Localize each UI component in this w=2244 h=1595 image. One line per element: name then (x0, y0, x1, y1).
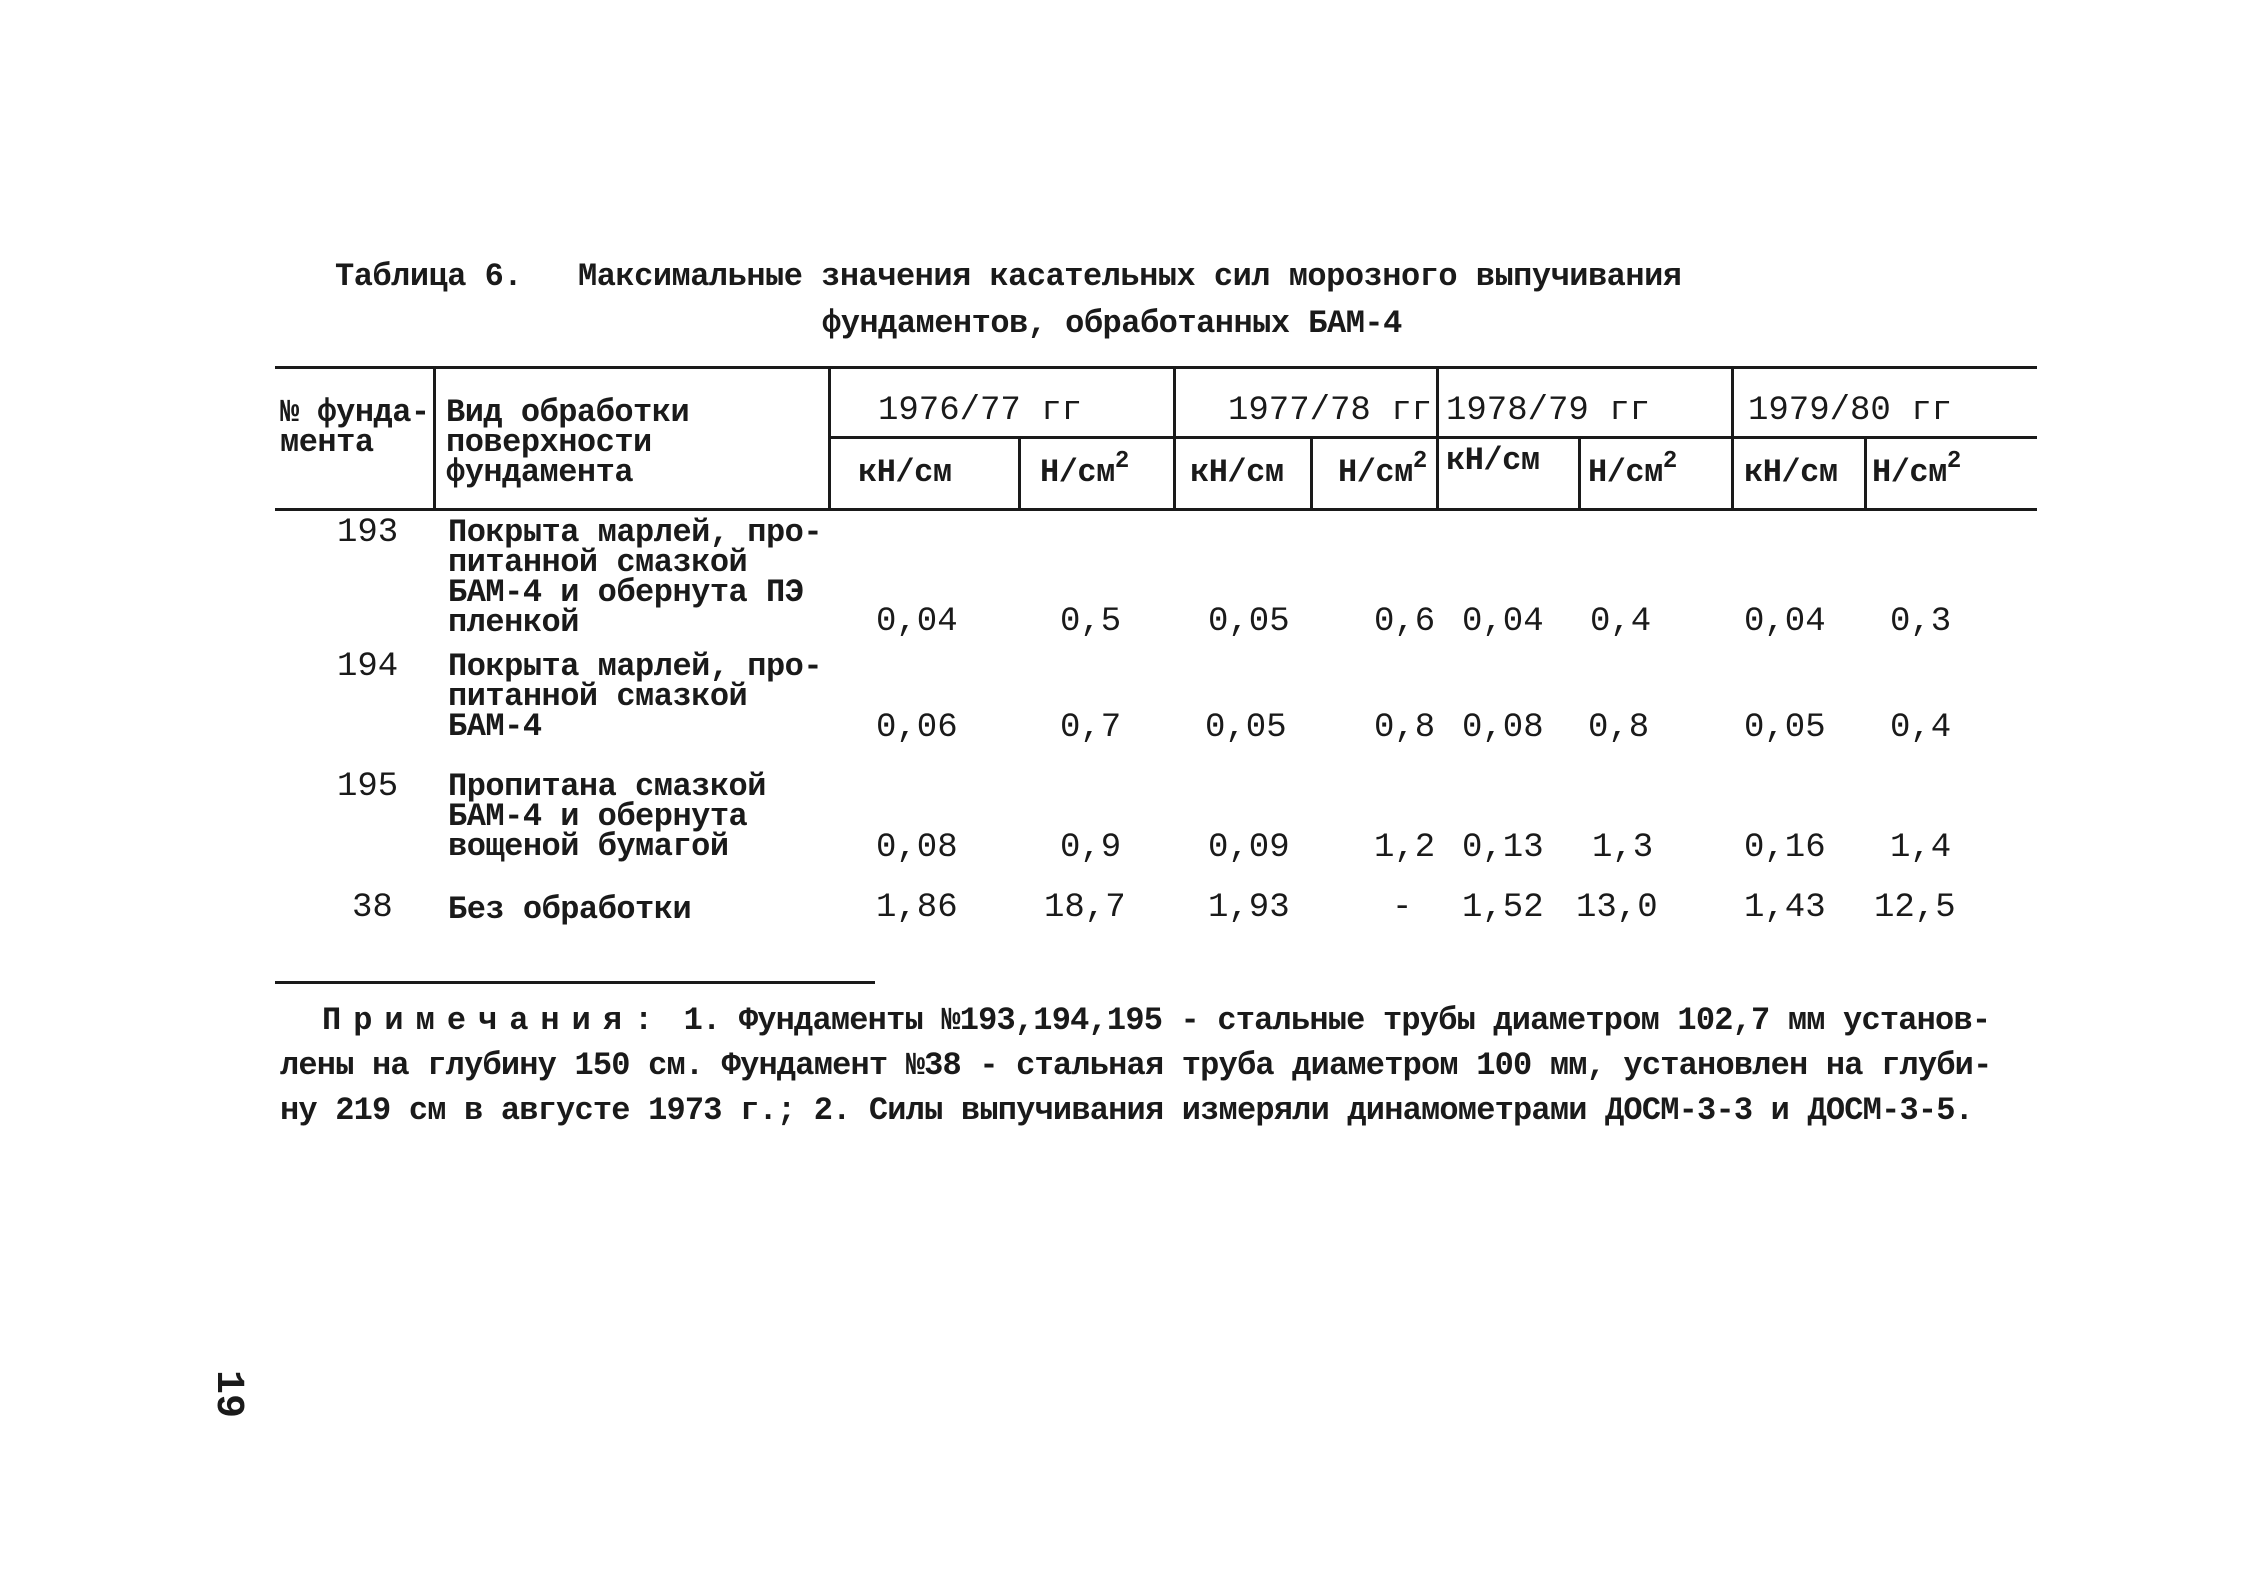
unit-n-cm2-4: $Н/см^2$ (1872, 448, 1961, 491)
period-header-rule (828, 436, 2037, 439)
unit-n-cm2-2: $Н/см^2$ (1338, 448, 1427, 491)
row-195-value: 0,08 (876, 829, 958, 867)
unit-n-cm2-3: $Н/см^2$ (1588, 448, 1677, 491)
row-38-value: 1,86 (876, 889, 958, 927)
row-193-treatment: Покрыта марлей, про- питанной смазкой БАМ-4 и обернута ПЭ пленкой (448, 514, 823, 641)
row-38-value: 12,5 (1874, 889, 1956, 927)
unit-n-cm2-1: $Н/см^2$ (1040, 448, 1129, 491)
notes-line1 (322, 998, 1990, 1043)
row-195-value: 1,2 (1374, 829, 1436, 867)
row-38-value: 1,52 (1462, 889, 1544, 927)
row-195-value: 0,9 (1060, 829, 1122, 867)
row-195-number: 195 (337, 768, 399, 806)
row-193-value: 0,04 (876, 603, 958, 641)
row-194-value: 0,8 (1374, 709, 1436, 747)
row-194-value: 0,8 (1588, 709, 1650, 747)
header-foundation-number: № фунда- мента (280, 394, 430, 461)
table-bottom-rule (275, 981, 875, 984)
col-divider-5 (1310, 438, 1313, 510)
table-title-line1: Максимальные значения касательных сил морозного выпучивания (578, 258, 1682, 295)
row-194-treatment: Покрыта марлей, про- питанной смазкой БАМ-4 (448, 648, 823, 745)
col-divider-8 (1731, 368, 1734, 510)
row-195-value: 0,16 (1744, 829, 1826, 867)
table-top-rule (275, 366, 2037, 369)
row-193-value: 0,04 (1744, 603, 1826, 641)
row-194-value: 0,4 (1890, 709, 1952, 747)
col-divider-7 (1578, 438, 1581, 510)
notes-line3: ну 219 см в августе 1973 г.; 2. Силы выпучивания измеряли динамометрами ДОСМ-3-3 и ДОСМ-3-5. (280, 1092, 1974, 1129)
row-195-treatment: Пропитана смазкой БАМ-4 и обернута вощеной бумагой (448, 768, 766, 865)
row-193-number: 193 (337, 514, 399, 552)
unit-kn-cm-1: кН/см (858, 454, 952, 491)
row-194-value: 0,08 (1462, 709, 1544, 747)
table-label: Таблица 6. (335, 258, 523, 295)
row-195-value: 0,09 (1208, 829, 1290, 867)
col-divider-4 (1173, 368, 1176, 510)
row-38-value: 1,43 (1744, 889, 1826, 927)
row-194-value: 0,7 (1060, 709, 1122, 747)
row-38-value: - (1392, 889, 1413, 927)
row-193-value: 0,05 (1208, 603, 1290, 641)
row-193-value: 0,3 (1890, 603, 1952, 641)
row-194-value: 0,05 (1205, 709, 1287, 747)
col-divider-9 (1864, 438, 1867, 510)
row-195-value: 1,4 (1890, 829, 1952, 867)
row-193-value: 0,5 (1060, 603, 1122, 641)
row-193-value: 0,6 (1374, 603, 1436, 641)
col-divider-1 (433, 368, 436, 510)
table-title-line2: фундаментов, обработанных БАМ-4 (822, 305, 1402, 342)
col-divider-6 (1436, 368, 1439, 510)
row-193-value: 0,4 (1590, 603, 1652, 641)
row-195-value: 1,3 (1592, 829, 1654, 867)
row-193-value: 0,04 (1462, 603, 1544, 641)
header-period-1979: 1979/80 гг (1748, 392, 1953, 430)
unit-kn-cm-2: кН/см (1190, 454, 1284, 491)
row-194-number: 194 (337, 648, 399, 686)
header-period-1977: 1977/78 гг (1228, 392, 1433, 430)
row-38-number: 38 (352, 889, 393, 927)
row-38-value: 1,93 (1208, 889, 1290, 927)
notes-line2: лены на глубину 150 см. Фундамент №38 - стальная труба диаметром 100 мм, установлен на глуби- (280, 1047, 1992, 1084)
row-195-value: 0,13 (1462, 829, 1544, 867)
unit-kn-cm-4: кН/см (1744, 454, 1838, 491)
header-period-1976: 1976/77 гг (878, 392, 1083, 430)
notes-line1-text: 1. Фундаменты №193,194,195 - стальные трубы диаметром 102,7 мм установ- (683, 1002, 1991, 1039)
notes-label: Примечания: (322, 1002, 666, 1039)
header-treatment-type: Вид обработки поверхности фундамента (446, 394, 690, 491)
row-38-value: 13,0 (1576, 889, 1658, 927)
col-divider-3 (1018, 438, 1021, 510)
page-number: 19 (205, 1370, 250, 1419)
row-38-value: 18,7 (1044, 889, 1126, 927)
row-194-value: 0,06 (876, 709, 958, 747)
row-194-value: 0,05 (1744, 709, 1826, 747)
col-divider-2 (828, 368, 831, 510)
unit-kn-cm-3: кН/см (1446, 442, 1540, 479)
header-bottom-rule (275, 508, 2037, 511)
header-period-1978: 1978/79 гг (1446, 392, 1651, 430)
row-38-treatment: Без обработки (448, 891, 692, 928)
